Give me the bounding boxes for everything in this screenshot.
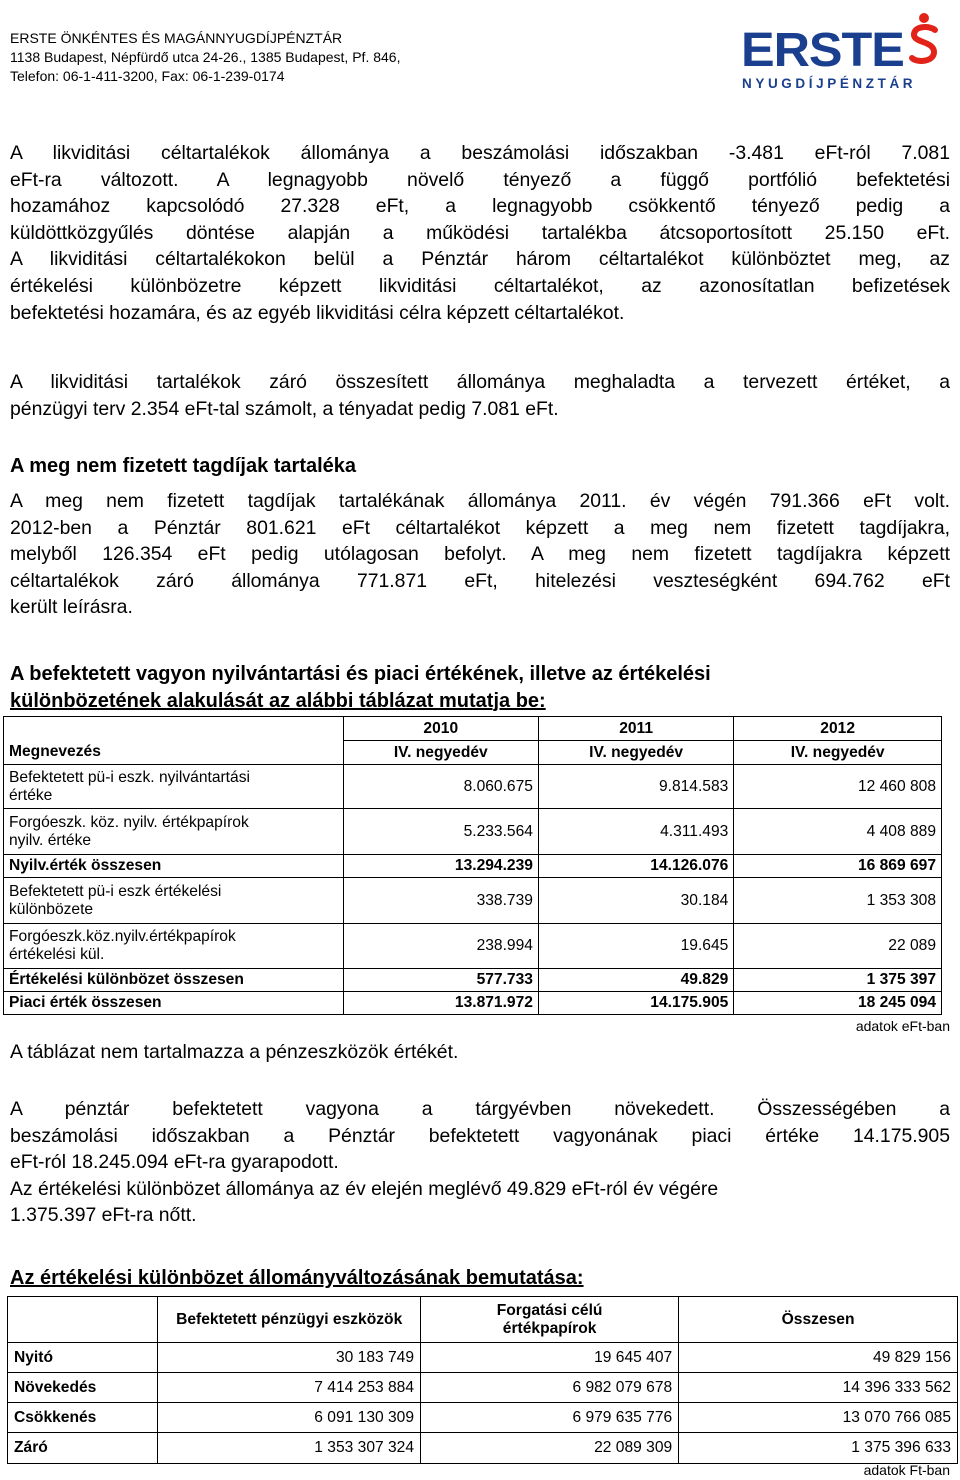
text-line: került leírásra. bbox=[10, 596, 133, 619]
table-cell: 13.294.239 bbox=[343, 855, 538, 878]
table-cell: 1 375 397 bbox=[734, 969, 942, 992]
valuation-change-table bbox=[7, 1296, 958, 1464]
table-row bbox=[8, 1373, 958, 1403]
table-cell: 30 183 749 bbox=[158, 1343, 421, 1373]
table-cell: 18 245 094 bbox=[734, 992, 942, 1015]
row-label bbox=[4, 765, 344, 809]
row-label-line: nyilv. értéke bbox=[9, 831, 92, 849]
paragraph-investment-growth bbox=[10, 1096, 950, 1229]
row-label bbox=[4, 878, 344, 924]
table-cell: 5.233.564 bbox=[343, 809, 538, 855]
table-cell: 4 408 889 bbox=[734, 809, 942, 855]
text-line: A likviditási céltartalékokon belül a Pénztár három céltartalékot különböztet meg, az bbox=[10, 248, 950, 271]
table-cell: 19.645 bbox=[538, 924, 733, 969]
quarter-header: IV. negyedév bbox=[538, 741, 733, 765]
column-header bbox=[421, 1297, 679, 1343]
text-line: céltartalékok záró állománya 771.871 eFt, hitelezési veszteségként 694.762 eFt bbox=[10, 569, 950, 592]
table-year-row bbox=[4, 717, 942, 741]
table-cell: 14.126.076 bbox=[538, 855, 733, 878]
column-header-line: Forgatási célú bbox=[496, 1301, 603, 1319]
section-heading-valuation-change: Az értékelési különbözet állományváltozásának bemutatása: bbox=[10, 1267, 584, 1289]
table-cell: 22 089 bbox=[734, 924, 942, 969]
table-row bbox=[8, 1433, 958, 1464]
row-label: Záró bbox=[8, 1433, 158, 1464]
table-cell: 9.814.583 bbox=[538, 765, 733, 809]
table-cell: 577.733 bbox=[343, 969, 538, 992]
table-header-row bbox=[8, 1297, 958, 1343]
section-heading-unpaid-fees: A meg nem fizetett tagdíjak tartaléka bbox=[10, 455, 357, 477]
text-line: pénzügyi terv 2.354 eFt-tal számolt, a tényadat pedig 7.081 eFt. bbox=[10, 397, 559, 420]
table-cell: 49.829 bbox=[538, 969, 733, 992]
table-row-total bbox=[4, 969, 942, 992]
row-label-line: Befektetett pü-i eszk értékelési bbox=[9, 882, 222, 900]
table-cell: 4.311.493 bbox=[538, 809, 733, 855]
column-header: Befektetett pénzügyi eszközök bbox=[158, 1297, 421, 1343]
quarter-header: IV. negyedév bbox=[734, 741, 942, 765]
text-line: A pénztár befektetett vagyona a tárgyévben növekedett. Összességében a bbox=[10, 1098, 950, 1120]
table-row-total bbox=[4, 992, 942, 1015]
table-cell: 338.739 bbox=[343, 878, 538, 924]
text-line: eFt-ról 18.245.094 eFt-ra gyarapodott. bbox=[10, 1151, 339, 1174]
row-label-line: értékelési kül. bbox=[9, 946, 105, 963]
row-label-line: Befektetett pü-i eszk. nyilvántartási bbox=[9, 768, 250, 786]
table-cell: 13.871.972 bbox=[343, 992, 538, 1015]
column-header: Összesen bbox=[679, 1297, 958, 1343]
table-footnote: A táblázat nem tartalmazza a pénzeszközök értékét. bbox=[10, 1041, 459, 1063]
year-header: 2011 bbox=[538, 717, 733, 741]
heading-line: különbözetének alakulását az alábbi táblázat mutatja be: bbox=[10, 689, 546, 712]
table-cell: 30.184 bbox=[538, 878, 733, 924]
text-line: A likviditási céltartalékok állománya a beszámolási időszakban -3.481 eFt-ról 7.081 bbox=[10, 142, 950, 164]
quarter-header: IV. negyedév bbox=[343, 741, 538, 765]
text-line: Az értékelési különbözet állománya az év elején meglévő 49.829 eFt-ról év végére bbox=[10, 1177, 719, 1200]
text-line: küldöttközgyűlés döntése alapján a működési tartalékba átcsoportosított 25.150 eFt. bbox=[10, 221, 950, 244]
table-cell: 7 414 253 884 bbox=[158, 1373, 421, 1403]
erste-logo bbox=[741, 6, 941, 92]
row-label bbox=[4, 809, 344, 855]
row-label: Csökkenés bbox=[8, 1403, 158, 1433]
row-label: Nyitó bbox=[8, 1343, 158, 1373]
table-cell: 13 070 766 085 bbox=[679, 1403, 958, 1433]
text-line: hozamához kapcsolódó 27.328 eFt, a legnagyobb csökkentő tényező pedig a bbox=[10, 195, 950, 218]
table-row bbox=[4, 878, 942, 924]
table-row bbox=[8, 1343, 958, 1373]
row-label: Növekedés bbox=[8, 1373, 158, 1403]
logo-subtitle: NYUGDÍJPÉNZTÁR bbox=[742, 76, 917, 91]
table-cell: 19 645 407 bbox=[421, 1343, 679, 1373]
table-row bbox=[4, 809, 942, 855]
text-line: értékelési különbözetre képzett likviditási céltartalékot, az azonosítatlan befizetések bbox=[10, 274, 950, 297]
table-cell: 6 091 130 309 bbox=[158, 1403, 421, 1433]
table-cell: 6 979 635 776 bbox=[421, 1403, 679, 1433]
table-row-total bbox=[4, 855, 942, 878]
table-cell: 1 353 308 bbox=[734, 878, 942, 924]
table-cell: 16 869 697 bbox=[734, 855, 942, 878]
text-line: 1.375.397 eFt-ra nőtt. bbox=[10, 1204, 197, 1227]
row-label-line: értéke bbox=[9, 786, 53, 804]
row-label: Nyilv.érték összesen bbox=[4, 855, 344, 878]
row-label-line: Forgóeszk.köz.nyilv.értékpapírok bbox=[9, 928, 236, 945]
org-address: 1138 Budapest, Népfürdő utca 24-26., 1385 Budapest, Pf. 846, bbox=[10, 49, 401, 65]
org-name: ERSTE ÖNKÉNTES ÉS MAGÁNNYUGDÍJPÉNZTÁR bbox=[10, 30, 343, 46]
year-header: 2012 bbox=[734, 717, 942, 741]
text-line: A likviditási tartalékok záró összesített állománya meghaladta a tervezett értéket, a bbox=[10, 371, 950, 393]
table-unit-note: adatok eFt-ban bbox=[855, 1018, 950, 1034]
table-cell: 1 353 307 324 bbox=[158, 1433, 421, 1464]
table-row bbox=[4, 765, 942, 809]
table-cell: 8.060.675 bbox=[343, 765, 538, 809]
section-heading-investments bbox=[10, 661, 711, 714]
letterhead bbox=[10, 29, 400, 86]
text-line: A meg nem fizetett tagdíjak tartalékának állománya 2011. év végén 791.366 eFt volt. bbox=[10, 490, 950, 512]
table-header-row bbox=[4, 741, 942, 765]
investments-table bbox=[3, 716, 942, 1015]
row-label-line: különbözete bbox=[9, 900, 94, 918]
table-cell: 1 375 396 633 bbox=[679, 1433, 958, 1464]
table-cell: 238.994 bbox=[343, 924, 538, 969]
text-line: 2012-ben a Pénztár 801.621 eFt céltartalékot képzett a meg nem fizetett tagdíjakra, bbox=[10, 516, 950, 539]
heading-line: A befektetett vagyon nyilvántartási és piaci értékének, illetve az értékelési bbox=[10, 663, 711, 685]
table-cell: 14.175.905 bbox=[538, 992, 733, 1015]
table-cell: 49 829 156 bbox=[679, 1343, 958, 1373]
table-cell: 14 396 333 562 bbox=[679, 1373, 958, 1403]
table-cell: 22 089 309 bbox=[421, 1433, 679, 1464]
row-label-line: Forgóeszk. köz. nyilv. értékpapírok bbox=[9, 813, 249, 831]
text-line: eFt-ra változott. A legnagyobb növelő tényező a függő portfólió befektetési bbox=[10, 168, 950, 191]
paragraph-liquidity-reserve bbox=[10, 369, 950, 422]
paragraph-unpaid-fees bbox=[10, 488, 950, 621]
table-unit-note: adatok Ft-ban bbox=[863, 1462, 950, 1478]
table-cell-empty bbox=[8, 1297, 158, 1343]
text-line: beszámolási időszakban a Pénztár befektetett vagyonának piaci értéke 14.175.905 bbox=[10, 1124, 950, 1147]
logo-wordmark: ERSTE bbox=[741, 24, 904, 77]
column-label: Megnevezés bbox=[4, 741, 344, 765]
paragraph-liquidity bbox=[10, 140, 950, 326]
table-row bbox=[8, 1403, 958, 1433]
row-label bbox=[4, 924, 344, 969]
table-cell-empty bbox=[4, 717, 344, 741]
logo-s-mark-icon bbox=[909, 12, 939, 70]
table-row bbox=[4, 924, 942, 969]
table-cell: 12 460 808 bbox=[734, 765, 942, 809]
text-line: melyből 126.354 eFt pedig utólagosan befolyt. A meg nem fizetett tagdíjakra képzett bbox=[10, 543, 950, 566]
year-header: 2010 bbox=[343, 717, 538, 741]
text-line: befektetési hozamára, és az egyéb likviditási célra képzett céltartalékot. bbox=[10, 301, 625, 324]
table-cell: 6 982 079 678 bbox=[421, 1373, 679, 1403]
org-phone: Telefon: 06-1-411-3200, Fax: 06-1-239-0174 bbox=[10, 68, 285, 84]
row-label: Piaci érték összesen bbox=[4, 992, 344, 1015]
column-header-line: értékpapírok bbox=[502, 1319, 597, 1337]
row-label: Értékelési különbözet összesen bbox=[4, 969, 344, 992]
